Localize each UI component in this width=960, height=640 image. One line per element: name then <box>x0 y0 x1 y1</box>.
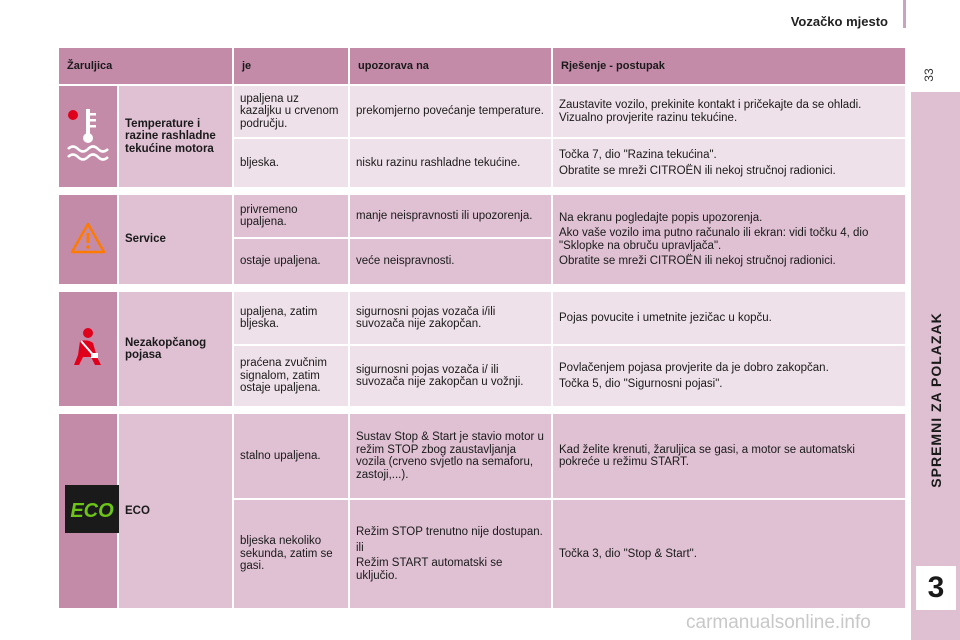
table-header-row <box>59 48 905 84</box>
solution-cell <box>553 195 905 284</box>
solution-cell <box>553 500 905 608</box>
coolant-temperature-icon <box>66 105 110 169</box>
table-row <box>59 195 905 237</box>
warns-cell: veće neispravnosti. <box>350 239 551 284</box>
eco-icon <box>65 485 119 537</box>
col-header-warns: upozorava na <box>350 48 551 84</box>
icon-cell-eco <box>59 414 117 608</box>
table-row <box>59 292 905 344</box>
warns-cell: nisku razinu rashladne tekućine. <box>350 139 551 187</box>
warning-triangle-icon <box>70 222 106 258</box>
icon-cell-seatbelt <box>59 292 117 406</box>
chapter-tab-label <box>911 240 960 560</box>
warns-text: ili <box>356 541 364 554</box>
header-accent-bar <box>903 0 906 28</box>
icon-cell-service <box>59 195 117 284</box>
state-cell: stalno upaljena. <box>234 414 348 498</box>
col-header-state: je <box>234 48 348 84</box>
chapter-number: 3 <box>927 571 945 604</box>
warns-cell <box>350 414 551 498</box>
solution-cell <box>553 86 905 137</box>
chapter-title: SPREMNI ZA POLAZAK <box>927 312 944 488</box>
light-name-service: Service <box>119 195 232 284</box>
solution-cell <box>553 414 905 498</box>
warns-cell: sigurnosni pojas vozača i/ ili suvozača nije zakopčan u vožnji. <box>350 346 551 406</box>
state-cell: praćena zvučnim signalom, zatim ostaje upaljena. <box>234 346 348 406</box>
eco-icon-text: ECO <box>70 500 114 523</box>
solution-text: Obratite se mreži CITROËN ili nekoj stručnoj radionici. <box>559 164 836 177</box>
solution-text: Ako vaše vozilo ima putno računalo ili ekran: vidi točku 4, dio "Sklopke na obruču upravljača". <box>559 227 869 252</box>
solution-text: Kad želite krenuti, žaruljica se gasi, a motor se automatski pokreće u režimu START. <box>559 443 855 468</box>
page-number: 33 <box>922 68 936 82</box>
state-cell: bljeska. <box>234 139 348 187</box>
state-cell: privremeno upaljena. <box>234 195 348 237</box>
running-header: Vozačko mjesto <box>790 14 888 29</box>
solution-text: Točka 5, dio "Sigurnosni pojasi". <box>559 377 723 390</box>
solution-cell <box>553 346 905 406</box>
light-name-seatbelt: Nezakopčanog pojasa <box>119 292 232 406</box>
icon-cell-coolant <box>59 86 117 187</box>
col-header-solution: Rješenje - postupak <box>553 48 905 84</box>
solution-cell <box>553 292 905 344</box>
solution-text: Na ekranu pogledajte popis upozorenja. <box>559 211 763 224</box>
solution-text: Povlačenjem pojasa provjerite da je dobro zakopčan. <box>559 362 829 374</box>
warns-text: Sustav Stop & Start je stavio motor u režim STOP zbog zaustavljanja vozila (crveno svjetlo na semaforu, zastoji,...). <box>356 431 544 481</box>
solution-text: Točka 7, dio "Razina tekućina". <box>559 149 717 161</box>
warns-text: Režim START automatski se uključio. <box>356 557 503 582</box>
seatbelt-icon <box>71 327 105 371</box>
light-name-coolant: Temperature i razine rashladne tekućine motora <box>119 86 232 187</box>
table-row <box>59 86 905 137</box>
warns-text: Režim STOP trenutno nije dostupan. <box>356 526 543 538</box>
warning-lights-table <box>57 46 907 610</box>
state-cell: upaljena uz kazaljku u crvenom području. <box>234 86 348 137</box>
solution-text: Točka 3, dio "Stop & Start". <box>559 547 697 560</box>
solution-text: Pojas povucite i umetnite jezičac u kopču. <box>559 311 772 324</box>
state-cell: ostaje upaljena. <box>234 239 348 284</box>
state-cell: bljeska nekoliko sekunda, zatim se gasi. <box>234 500 348 608</box>
solution-text: Zaustavite vozilo, prekinite kontakt i pričekajte da se ohladi. Vizualno provjerite razinu tekućine. <box>559 99 862 124</box>
col-header-light: Žaruljica <box>59 48 232 84</box>
solution-cell <box>553 139 905 187</box>
warns-cell: sigurnosni pojas vozača i/ili suvozača nije zakopčan. <box>350 292 551 344</box>
solution-text: Obratite se mreži CITROËN ili nekoj stručnoj radionici. <box>559 255 836 267</box>
light-name-eco: ECO <box>119 414 232 608</box>
warns-cell: prekomjerno povećanje temperature. <box>350 86 551 137</box>
warns-cell <box>350 500 551 608</box>
warns-cell: manje neispravnosti ili upozorenja. <box>350 195 551 237</box>
watermark: carmanualsonline.info <box>686 612 871 633</box>
state-cell: upaljena, zatim bljeska. <box>234 292 348 344</box>
table-row <box>59 414 905 498</box>
